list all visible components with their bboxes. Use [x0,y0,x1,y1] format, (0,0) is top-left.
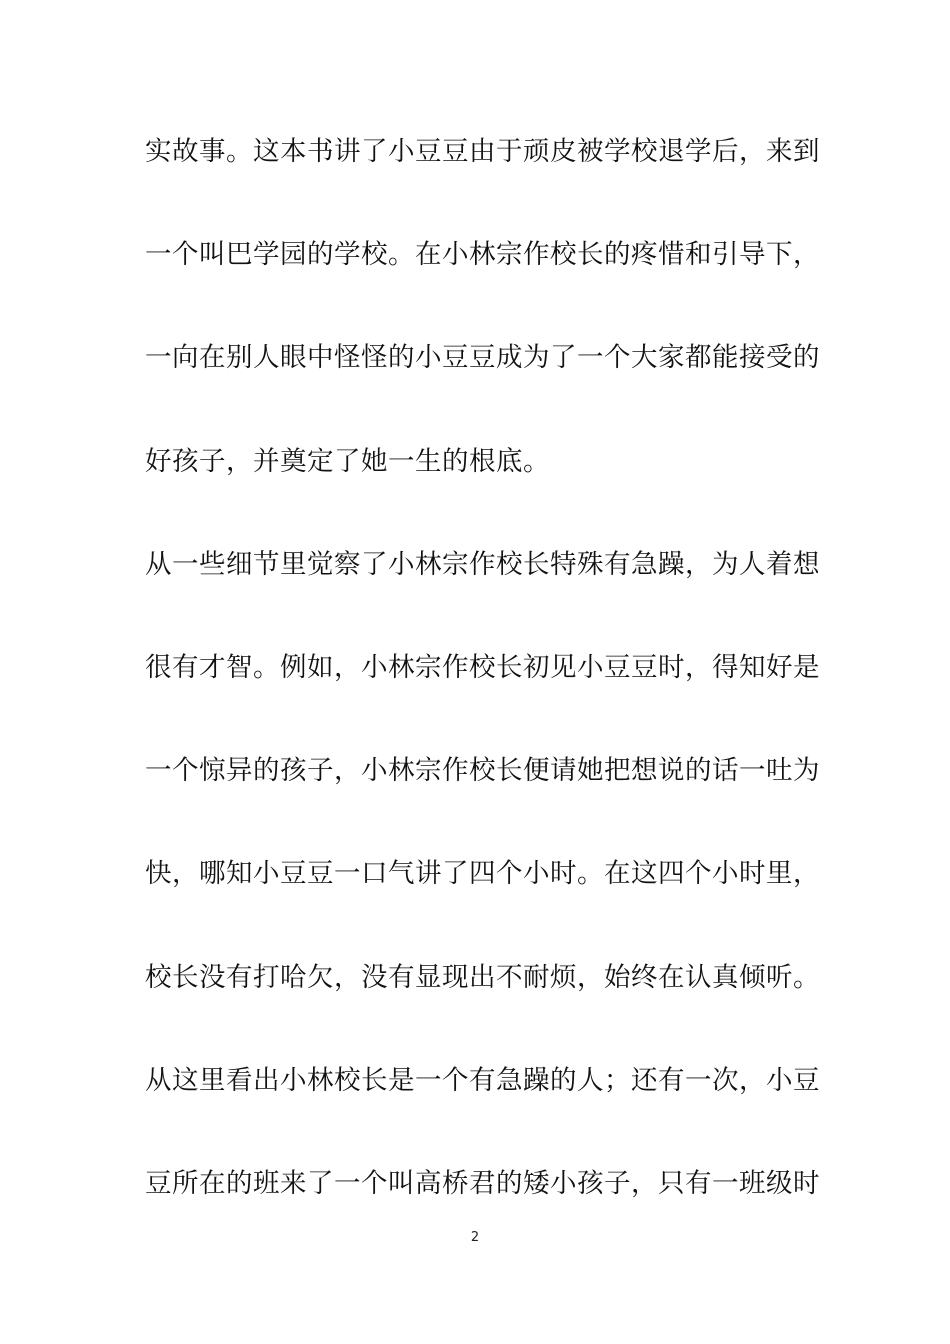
body-text [145,128,820,1263]
text-line: 一向在别人眼中怪怪的小豆豆成为了一个大家都能接受的 [145,342,820,374]
text-line: 好孩子，并奠定了她一生的根底。 [145,445,550,477]
text-line: 一个叫巴学园的学校。在小林宗作校长的疼惜和引导下， [145,239,820,271]
page-number: 2 [470,1230,480,1245]
text-line: 从这里看出小林校长是一个有急躁的人；还有一次，小豆 [145,1064,820,1096]
text-line: 从一些细节里觉察了小林宗作校长特殊有急躁，为人着想 [145,548,820,580]
text-line: 一个惊异的孩子，小林宗作校长便请她把想说的话一吐为 [145,755,820,787]
text-line: 快，哪知小豆豆一口气讲了四个小时。在这四个小时里， [145,858,820,890]
text-line: 实故事。这本书讲了小豆豆由于顽皮被学校退学后，来到 [145,136,820,167]
text-line: 很有才智。例如，小林宗作校长初见小豆豆时，得知好是 [145,651,820,683]
text-line: 校长没有打哈欠，没有显现出不耐烦，始终在认真倾听。 [145,961,820,993]
text-line: 豆所在的班来了一个叫高桥君的矮小孩子，只有一班级时 [145,1167,820,1199]
